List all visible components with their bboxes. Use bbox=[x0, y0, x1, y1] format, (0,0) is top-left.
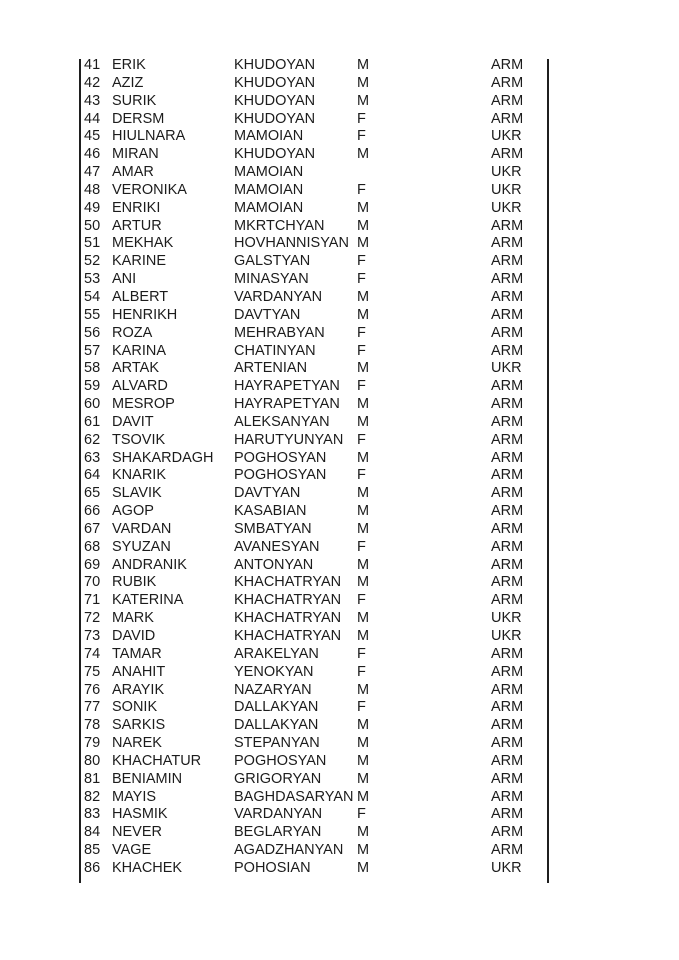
last-name-cell: ANTONYAN bbox=[234, 556, 314, 573]
country-cell: UKR bbox=[491, 128, 522, 145]
last-name-cell: HAYRAPETYAN bbox=[234, 396, 340, 413]
gender-cell: M bbox=[357, 288, 370, 305]
country-cell: ARM bbox=[491, 396, 524, 413]
gender-cell: M bbox=[357, 752, 370, 769]
table-row bbox=[84, 753, 544, 771]
gender-cell bbox=[357, 164, 491, 182]
country-cell: ARM bbox=[491, 699, 524, 716]
table-row bbox=[84, 218, 544, 236]
last-name-cell: HOVHANNISYAN bbox=[234, 235, 349, 252]
gender-cell: M bbox=[357, 717, 370, 734]
country-cell: UKR bbox=[491, 610, 522, 627]
row-number-cell: 48 bbox=[84, 181, 101, 198]
last-name-cell: ARAKELYAN bbox=[234, 645, 319, 662]
table-row bbox=[84, 735, 544, 753]
gender-cell: M bbox=[357, 396, 370, 413]
first-name-cell: SURIK bbox=[112, 92, 157, 109]
country-cell: ARM bbox=[491, 752, 524, 769]
last-name-cell: BEGLARYAN bbox=[234, 824, 322, 841]
last-name-cell: KHACHATRYAN bbox=[234, 610, 342, 627]
table-row bbox=[84, 164, 544, 182]
gender-cell: F bbox=[357, 806, 366, 823]
first-name-cell: VERONIKA bbox=[112, 181, 187, 198]
gender-cell: F bbox=[357, 467, 366, 484]
table-row bbox=[84, 182, 544, 200]
table-row bbox=[84, 111, 544, 129]
country-cell: ARM bbox=[491, 538, 524, 555]
gender-cell: F bbox=[357, 592, 366, 609]
country-cell: ARM bbox=[491, 574, 524, 591]
last-name-cell: KHACHATRYAN bbox=[234, 574, 342, 591]
gender-cell: M bbox=[357, 842, 370, 859]
table-row bbox=[84, 432, 544, 450]
last-name-cell: KHUDOYAN bbox=[234, 57, 316, 73]
last-name-cell: KHUDOYAN bbox=[234, 110, 316, 127]
last-name-cell: YENOKYAN bbox=[234, 663, 314, 680]
country-cell: ARM bbox=[491, 92, 524, 109]
last-name-cell: MAMOIAN bbox=[234, 164, 304, 181]
last-name-cell: KHUDOYAN bbox=[234, 92, 316, 109]
country-cell: ARM bbox=[491, 288, 524, 305]
row-number-cell: 80 bbox=[84, 752, 101, 769]
last-name-cell: POGHOSYAN bbox=[234, 449, 327, 466]
first-name-cell: DAVIT bbox=[112, 413, 154, 430]
table-row bbox=[84, 235, 544, 253]
country-cell: ARM bbox=[491, 645, 524, 662]
row-number-cell: 79 bbox=[84, 735, 101, 752]
row-number-cell: 71 bbox=[84, 592, 101, 609]
table-row bbox=[84, 860, 544, 878]
gender-cell: M bbox=[357, 788, 370, 805]
table-row bbox=[84, 699, 544, 717]
gender-cell: F bbox=[357, 431, 366, 448]
row-number-cell: 65 bbox=[84, 485, 101, 502]
gender-cell: M bbox=[357, 556, 370, 573]
gender-cell: M bbox=[357, 574, 370, 591]
first-name-cell: SARKIS bbox=[112, 717, 166, 734]
first-name-cell: ANAHIT bbox=[112, 663, 166, 680]
table-row bbox=[84, 682, 544, 700]
last-name-cell: MKRTCHYAN bbox=[234, 217, 325, 234]
row-number-cell: 59 bbox=[84, 378, 101, 395]
first-name-cell: SHAKARDAGH bbox=[112, 449, 214, 466]
country-cell: ARM bbox=[491, 467, 524, 484]
first-name-cell: HASMIK bbox=[112, 806, 168, 823]
country-cell: ARM bbox=[491, 74, 524, 91]
gender-cell: F bbox=[357, 128, 366, 145]
country-cell: ARM bbox=[491, 556, 524, 573]
last-name-cell: MAMOIAN bbox=[234, 199, 304, 216]
first-name-cell: TAMAR bbox=[112, 645, 162, 662]
table-row bbox=[84, 57, 544, 75]
table-row bbox=[84, 378, 544, 396]
country-cell: ARM bbox=[491, 449, 524, 466]
country-cell: ARM bbox=[491, 217, 524, 234]
last-name-cell: ARTENIAN bbox=[234, 360, 308, 377]
row-number-cell: 52 bbox=[84, 253, 101, 270]
first-name-cell: KNARIK bbox=[112, 467, 166, 484]
last-name-cell: HAYRAPETYAN bbox=[234, 378, 340, 395]
table-row bbox=[84, 521, 544, 539]
country-cell: UKR bbox=[491, 360, 522, 377]
gender-cell: F bbox=[357, 663, 366, 680]
row-number-cell: 60 bbox=[84, 396, 101, 413]
table-row bbox=[84, 646, 544, 664]
country-cell: ARM bbox=[491, 431, 524, 448]
first-name-cell: KHACHATUR bbox=[112, 752, 202, 769]
country-cell: ARM bbox=[491, 253, 524, 270]
table-row bbox=[84, 557, 544, 575]
gender-cell: M bbox=[357, 92, 370, 109]
country-cell: ARM bbox=[491, 735, 524, 752]
gender-cell: M bbox=[357, 824, 370, 841]
table-row bbox=[84, 75, 544, 93]
first-name-cell: NAREK bbox=[112, 735, 162, 752]
gender-cell: M bbox=[357, 503, 370, 520]
gender-cell: F bbox=[357, 110, 366, 127]
table-row bbox=[84, 664, 544, 682]
row-number-cell: 54 bbox=[84, 288, 101, 305]
roster-table-body bbox=[84, 57, 544, 878]
country-cell: UKR bbox=[491, 164, 522, 181]
last-name-cell: KHACHATRYAN bbox=[234, 592, 342, 609]
gender-cell: M bbox=[357, 735, 370, 752]
first-name-cell: MESROP bbox=[112, 396, 175, 413]
row-number-cell: 53 bbox=[84, 271, 101, 288]
first-name-cell: DAVID bbox=[112, 628, 156, 644]
last-name-cell: MINASYAN bbox=[234, 271, 309, 288]
table-row bbox=[84, 592, 544, 610]
country-cell: UKR bbox=[491, 859, 522, 876]
table-row bbox=[84, 842, 544, 860]
country-cell: ARM bbox=[491, 110, 524, 127]
row-number-cell: 77 bbox=[84, 699, 101, 716]
gender-cell: F bbox=[357, 342, 366, 359]
row-number-cell: 84 bbox=[84, 824, 101, 841]
first-name-cell: HIULNARA bbox=[112, 128, 186, 145]
gender-cell: M bbox=[357, 413, 370, 430]
table-row bbox=[84, 360, 544, 378]
gender-cell: M bbox=[357, 681, 370, 698]
table-row bbox=[84, 128, 544, 146]
first-name-cell: RUBIK bbox=[112, 574, 157, 591]
last-name-cell: DALLAKYAN bbox=[234, 717, 319, 734]
table-row bbox=[84, 789, 544, 807]
row-number-cell: 67 bbox=[84, 520, 101, 537]
first-name-cell: ARAYIK bbox=[112, 681, 165, 698]
first-name-cell: ERIK bbox=[112, 57, 146, 73]
table-row bbox=[84, 200, 544, 218]
first-name-cell: SONIK bbox=[112, 699, 158, 716]
row-number-cell: 68 bbox=[84, 538, 101, 555]
country-cell: ARM bbox=[491, 413, 524, 430]
gender-cell: M bbox=[357, 306, 370, 323]
last-name-cell: MAMOIAN bbox=[234, 181, 304, 198]
first-name-cell: NEVER bbox=[112, 824, 162, 841]
table-row bbox=[84, 307, 544, 325]
table-row bbox=[84, 717, 544, 735]
first-name-cell: ALBERT bbox=[112, 288, 169, 305]
table-row bbox=[84, 396, 544, 414]
country-cell: ARM bbox=[491, 485, 524, 502]
table-row bbox=[84, 450, 544, 468]
row-number-cell: 44 bbox=[84, 110, 101, 127]
gender-cell: M bbox=[357, 610, 370, 627]
table-row bbox=[84, 325, 544, 343]
left-column-rule bbox=[79, 59, 81, 883]
row-number-cell: 62 bbox=[84, 431, 101, 448]
row-number-cell: 72 bbox=[84, 610, 101, 627]
row-number-cell: 50 bbox=[84, 217, 101, 234]
table-row bbox=[84, 289, 544, 307]
gender-cell: M bbox=[357, 859, 370, 876]
row-number-cell: 55 bbox=[84, 306, 101, 323]
last-name-cell: AVANESYAN bbox=[234, 538, 320, 555]
first-name-cell: KHACHEK bbox=[112, 859, 183, 876]
last-name-cell: SMBATYAN bbox=[234, 520, 312, 537]
country-cell: UKR bbox=[491, 199, 522, 216]
gender-cell: M bbox=[357, 235, 370, 252]
first-name-cell: AZIZ bbox=[112, 74, 144, 91]
country-cell: UKR bbox=[491, 628, 522, 644]
table-row bbox=[84, 271, 544, 289]
gender-cell: M bbox=[357, 628, 370, 644]
country-cell: ARM bbox=[491, 57, 524, 73]
last-name-cell: DAVTYAN bbox=[234, 485, 301, 502]
row-number-cell: 58 bbox=[84, 360, 101, 377]
row-number-cell: 75 bbox=[84, 663, 101, 680]
table-row bbox=[84, 93, 544, 111]
last-name-cell: KHACHATRYAN bbox=[234, 628, 342, 644]
last-name-cell: KHUDOYAN bbox=[234, 74, 316, 91]
country-cell: ARM bbox=[491, 824, 524, 841]
first-name-cell: ALVARD bbox=[112, 378, 168, 395]
row-number-cell: 49 bbox=[84, 199, 101, 216]
row-number-cell: 86 bbox=[84, 859, 101, 876]
last-name-cell: STEPANYAN bbox=[234, 735, 320, 752]
table-row bbox=[84, 610, 544, 628]
gender-cell: F bbox=[357, 699, 366, 716]
table-row bbox=[84, 771, 544, 789]
row-number-cell: 57 bbox=[84, 342, 101, 359]
gender-cell: F bbox=[357, 253, 366, 270]
first-name-cell: MEKHAK bbox=[112, 235, 174, 252]
right-column-rule bbox=[547, 59, 549, 883]
last-name-cell: POGHOSYAN bbox=[234, 752, 327, 769]
table-row bbox=[84, 146, 544, 164]
last-name-cell: KASABIAN bbox=[234, 503, 307, 520]
gender-cell: M bbox=[357, 770, 370, 787]
row-number-cell: 45 bbox=[84, 128, 101, 145]
gender-cell: M bbox=[357, 217, 370, 234]
last-name-cell: VARDANYAN bbox=[234, 288, 323, 305]
row-number-cell: 70 bbox=[84, 574, 101, 591]
table-row bbox=[84, 539, 544, 557]
gender-cell: M bbox=[357, 485, 370, 502]
row-number-cell: 41 bbox=[84, 57, 101, 73]
first-name-cell: SLAVIK bbox=[112, 485, 162, 502]
first-name-cell: ARTAK bbox=[112, 360, 160, 377]
table-row bbox=[84, 343, 544, 361]
last-name-cell: BAGHDASARYAN bbox=[234, 788, 354, 805]
first-name-cell: VAGE bbox=[112, 842, 152, 859]
first-name-cell: MARK bbox=[112, 610, 154, 627]
country-cell: ARM bbox=[491, 663, 524, 680]
gender-cell: M bbox=[357, 146, 370, 163]
country-cell: ARM bbox=[491, 503, 524, 520]
gender-cell: F bbox=[357, 181, 366, 198]
first-name-cell: MAYIS bbox=[112, 788, 157, 805]
country-cell: ARM bbox=[491, 681, 524, 698]
row-number-cell: 69 bbox=[84, 556, 101, 573]
table-row bbox=[84, 628, 544, 646]
row-number-cell: 73 bbox=[84, 628, 101, 644]
country-cell: ARM bbox=[491, 806, 524, 823]
gender-cell: F bbox=[357, 378, 366, 395]
row-number-cell: 47 bbox=[84, 164, 101, 181]
table-row bbox=[84, 485, 544, 503]
row-number-cell: 46 bbox=[84, 146, 101, 163]
first-name-cell: VARDAN bbox=[112, 520, 172, 537]
gender-cell: F bbox=[357, 271, 366, 288]
first-name-cell: AGOP bbox=[112, 503, 154, 520]
last-name-cell: GRIGORYAN bbox=[234, 770, 322, 787]
last-name-cell: MEHRABYAN bbox=[234, 324, 325, 341]
row-number-cell: 56 bbox=[84, 324, 101, 341]
first-name-cell: HENRIKH bbox=[112, 306, 178, 323]
first-name-cell: MIRAN bbox=[112, 146, 159, 163]
country-cell: ARM bbox=[491, 306, 524, 323]
last-name-cell: DALLAKYAN bbox=[234, 699, 319, 716]
country-cell: ARM bbox=[491, 378, 524, 395]
table-row bbox=[84, 574, 544, 592]
country-cell: ARM bbox=[491, 770, 524, 787]
gender-cell: F bbox=[357, 324, 366, 341]
first-name-cell: KARINA bbox=[112, 342, 166, 359]
country-cell: ARM bbox=[491, 271, 524, 288]
country-cell: ARM bbox=[491, 324, 524, 341]
first-name-cell: TSOVIK bbox=[112, 431, 166, 448]
row-number-cell: 78 bbox=[84, 717, 101, 734]
country-cell: ARM bbox=[491, 146, 524, 163]
row-number-cell: 76 bbox=[84, 681, 101, 698]
last-name-cell: KHUDOYAN bbox=[234, 146, 316, 163]
first-name-cell: DERSM bbox=[112, 110, 165, 127]
last-name-cell: ALEKSANYAN bbox=[234, 413, 330, 430]
first-name-cell: ANDRANIK bbox=[112, 556, 187, 573]
row-number-cell: 43 bbox=[84, 92, 101, 109]
gender-cell: M bbox=[357, 520, 370, 537]
table-row bbox=[84, 467, 544, 485]
last-name-cell: CHATINYAN bbox=[234, 342, 316, 359]
gender-cell: F bbox=[357, 645, 366, 662]
first-name-cell: ARTUR bbox=[112, 217, 162, 234]
country-cell: ARM bbox=[491, 235, 524, 252]
country-cell: ARM bbox=[491, 717, 524, 734]
last-name-cell: HARUTYUNYAN bbox=[234, 431, 344, 448]
table-row bbox=[84, 414, 544, 432]
country-cell: ARM bbox=[491, 842, 524, 859]
last-name-cell: DAVTYAN bbox=[234, 306, 301, 323]
last-name-cell: POGHOSYAN bbox=[234, 467, 327, 484]
row-number-cell: 82 bbox=[84, 788, 101, 805]
row-number-cell: 61 bbox=[84, 413, 101, 430]
country-cell: ARM bbox=[491, 592, 524, 609]
first-name-cell: ENRIKI bbox=[112, 199, 161, 216]
gender-cell: M bbox=[357, 360, 370, 377]
row-number-cell: 74 bbox=[84, 645, 101, 662]
last-name-cell: MAMOIAN bbox=[234, 128, 304, 145]
row-number-cell: 63 bbox=[84, 449, 101, 466]
row-number-cell: 64 bbox=[84, 467, 101, 484]
last-name-cell: GALSTYAN bbox=[234, 253, 311, 270]
gender-cell: M bbox=[357, 57, 370, 73]
row-number-cell: 83 bbox=[84, 806, 101, 823]
gender-cell: F bbox=[357, 538, 366, 555]
gender-cell: M bbox=[357, 74, 370, 91]
row-number-cell: 51 bbox=[84, 235, 101, 252]
first-name-cell: KATERINA bbox=[112, 592, 184, 609]
table-row bbox=[84, 806, 544, 824]
country-cell: ARM bbox=[491, 520, 524, 537]
row-number-cell: 66 bbox=[84, 503, 101, 520]
table-row bbox=[84, 503, 544, 521]
last-name-cell: NAZARYAN bbox=[234, 681, 312, 698]
country-cell: ARM bbox=[491, 788, 524, 805]
table-row bbox=[84, 253, 544, 271]
table-row bbox=[84, 824, 544, 842]
country-cell: ARM bbox=[491, 342, 524, 359]
first-name-cell: BENIAMIN bbox=[112, 770, 183, 787]
first-name-cell: AMAR bbox=[112, 164, 154, 181]
gender-cell: M bbox=[357, 449, 370, 466]
row-number-cell: 85 bbox=[84, 842, 101, 859]
first-name-cell: ROZA bbox=[112, 324, 153, 341]
last-name-cell: AGADZHANYAN bbox=[234, 842, 344, 859]
row-number-cell: 81 bbox=[84, 770, 101, 787]
row-number-cell: 42 bbox=[84, 74, 101, 91]
first-name-cell: KARINE bbox=[112, 253, 166, 270]
country-cell: UKR bbox=[491, 181, 522, 198]
first-name-cell: ANI bbox=[112, 271, 137, 288]
gender-cell: M bbox=[357, 199, 370, 216]
last-name-cell: VARDANYAN bbox=[234, 806, 323, 823]
first-name-cell: SYUZAN bbox=[112, 538, 171, 555]
last-name-cell: POHOSIAN bbox=[234, 859, 311, 876]
